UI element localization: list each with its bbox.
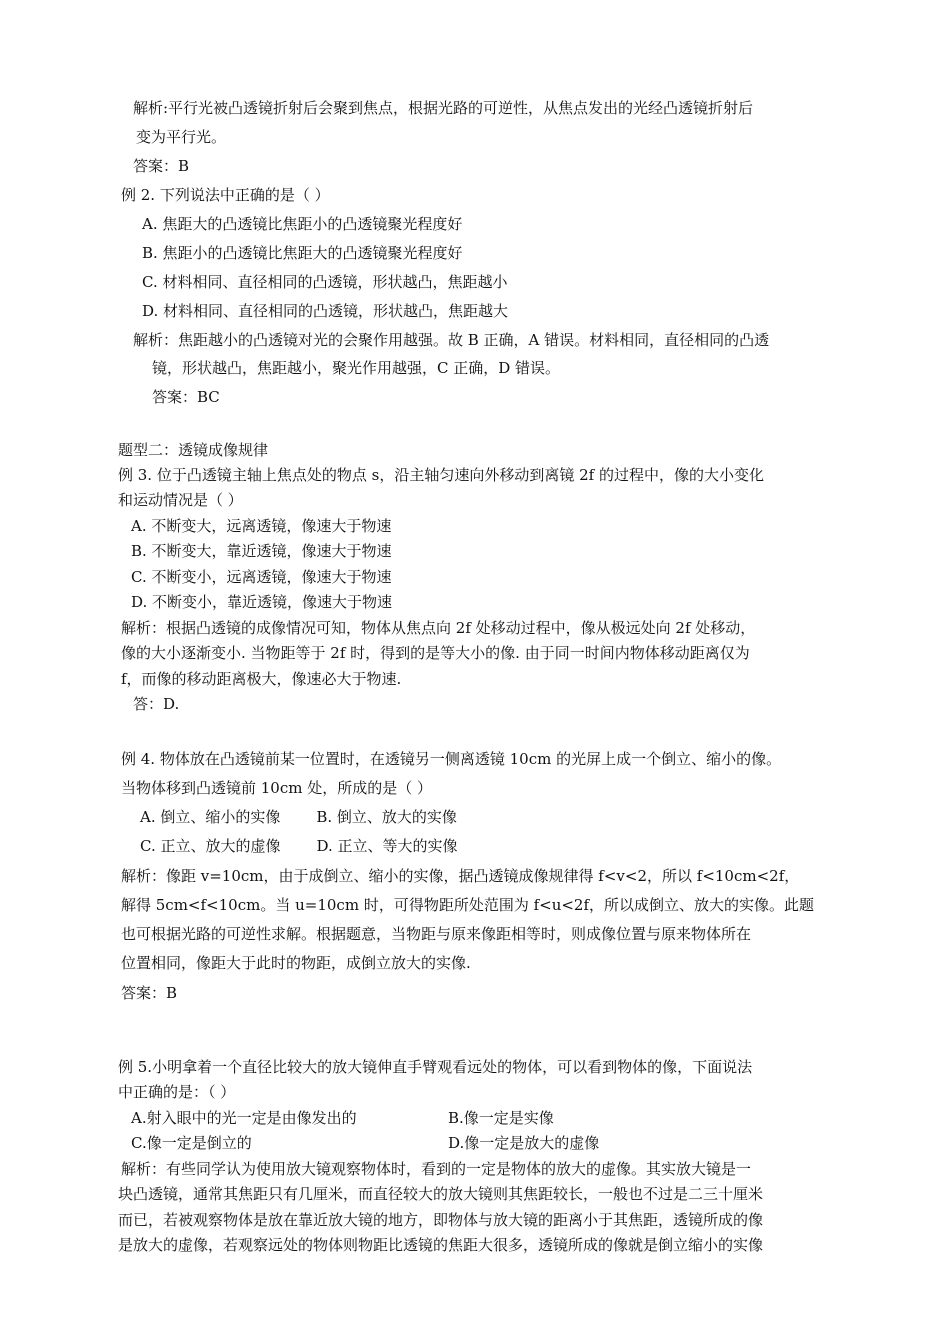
ex2-answer: 答案：BC bbox=[152, 388, 220, 406]
ex4-analysis-line-3: 也可根据光路的可逆性求解。根据题意，当物距与原来像距相等时，则成像位置与原来物体所在 bbox=[121, 925, 752, 943]
ex2-analysis-line-2: 镜，形状越凸，焦距越小，聚光作用越强，C 正确，D 错误。 bbox=[152, 359, 561, 377]
ex4-analysis-line-1: 解析：像距 v=10cm，由于成倒立、缩小的实像，据凸透镜成像规律得 f<v<2，所以 f<10cm<2f， bbox=[121, 867, 800, 885]
ex1-analysis-line-2: 变为平行光。 bbox=[136, 128, 227, 146]
ex5-option-c: C.像一定是倒立的 bbox=[131, 1134, 252, 1152]
ex2-option-b: B. 焦距小的凸透镜比焦距大的凸透镜聚光程度好 bbox=[142, 244, 463, 262]
ex5-analysis-line-3: 而已，若被观察物体是放在靠近放大镜的地方，即物体与放大镜的距离小于其焦距，透镜所成的像 bbox=[118, 1211, 764, 1229]
ex4-question-line-1: 例 4. 物体放在凸透镜前某一位置时，在透镜另一侧离透镜 10cm 的光屏上成一个倒立、缩小的像。 bbox=[121, 750, 782, 768]
ex5-analysis-line-1: 解析：有些同学认为使用放大镜观察物体时，看到的一定是物体的放大的虚像。其实放大镜是一 bbox=[121, 1160, 752, 1178]
ex1-analysis-line-1: 解析:平行光被凸透镜折射后会聚到焦点，根据光路的可逆性，从焦点发出的光经凸透镜折射后 bbox=[133, 99, 754, 117]
ex3-analysis-line-3: f，而像的移动距离极大，像速必大于物速. bbox=[121, 670, 402, 688]
ex5-question-line-1: 例 5.小明拿着一个直径比较大的放大镜伸直手臂观看远处的物体，可以看到物体的像，下面说法 bbox=[118, 1058, 753, 1076]
ex5-option-d: D.像一定是放大的虚像 bbox=[448, 1134, 600, 1152]
ex4-analysis-line-4: 位置相同，像距大于此时的物距，成倒立放大的实像. bbox=[121, 954, 471, 972]
ex2-option-c: C. 材料相同、直径相同的凸透镜，形状越凸，焦距越小 bbox=[142, 273, 508, 291]
ex4-analysis-line-2: 解得 5cm<f<10cm。当 u=10cm 时，可得物距所处范围为 f<u<2f，所以成倒立、放大的实像。此题 bbox=[121, 896, 815, 914]
ex3-option-d: D. 不断变小，靠近透镜，像速大于物速 bbox=[131, 593, 393, 611]
ex3-option-a: A. 不断变大，远离透镜，像速大于物速 bbox=[131, 517, 392, 535]
ex2-analysis-line-1: 解析：焦距越小的凸透镜对光的会聚作用越强。故 B 正确，A 错误。材料相同，直径相同的凸透 bbox=[133, 331, 770, 349]
ex4-question-line-2: 当物体移到凸透镜前 10cm 处，所成的是（ ） bbox=[121, 779, 433, 797]
ex3-analysis-line-1: 解析：根据凸透镜的成像情况可知，物体从焦点向 2f 处移动过程中，像从极远处向 2f 处移动， bbox=[121, 619, 756, 637]
ex4-options-row-2 bbox=[140, 836, 458, 856]
ex5-option-a: A.射入眼中的光一定是由像发出的 bbox=[131, 1109, 357, 1127]
ex2-option-d: D. 材料相同、直径相同的凸透镜，形状越凸，焦距越大 bbox=[142, 302, 509, 320]
ex3-option-b: B. 不断变大，靠近透镜，像速大于物速 bbox=[131, 542, 392, 560]
ex3-question-line-1: 例 3. 位于凸透镜主轴上焦点处的物点 s，沿主轴匀速向外移动到离镜 2f 的过程中，像的大小变化 bbox=[118, 466, 764, 484]
ex5-analysis-line-2: 块凸透镜，通常其焦距只有几厘米，而直径较大的放大镜则其焦距较长，一般也不过是二三十厘米 bbox=[118, 1185, 764, 1203]
ex5-analysis-line-4: 是放大的虚像，若观察远处的物体则物距比透镜的焦距大很多，透镜所成的像就是倒立缩小的实像 bbox=[118, 1236, 764, 1254]
ex4-option-d: D. 正立、等大的实像 bbox=[316, 837, 458, 855]
ex4-answer: 答案：B bbox=[121, 984, 178, 1002]
ex5-question-line-2: 中正确的是：（ ） bbox=[118, 1083, 236, 1101]
ex4-option-b: B. 倒立、放大的实像 bbox=[316, 808, 457, 826]
ex3-answer: 答：D. bbox=[133, 695, 180, 713]
ex4-option-c: C. 正立、放大的虚像 bbox=[140, 837, 281, 855]
ex3-question-line-2: 和运动情况是（ ） bbox=[118, 491, 243, 509]
ex3-option-c: C. 不断变小，远离透镜，像速大于物速 bbox=[131, 568, 392, 586]
ex2-option-a: A. 焦距大的凸透镜比焦距小的凸透镜聚光程度好 bbox=[142, 215, 463, 233]
ex5-option-b: B.像一定是实像 bbox=[448, 1109, 554, 1127]
ex1-answer: 答案：B bbox=[133, 157, 190, 175]
ex4-options-row-1 bbox=[140, 807, 457, 827]
ex2-question: 例 2. 下列说法中正确的是（ ） bbox=[121, 186, 330, 204]
section-title: 题型二：透镜成像规律 bbox=[118, 441, 269, 459]
ex3-analysis-line-2: 像的大小逐渐变小. 当物距等于 2f 时，得到的是等大小的像. 由于同一时间内物体移动距离仅为 bbox=[121, 644, 750, 662]
ex4-option-a: A. 倒立、缩小的实像 bbox=[140, 808, 281, 826]
